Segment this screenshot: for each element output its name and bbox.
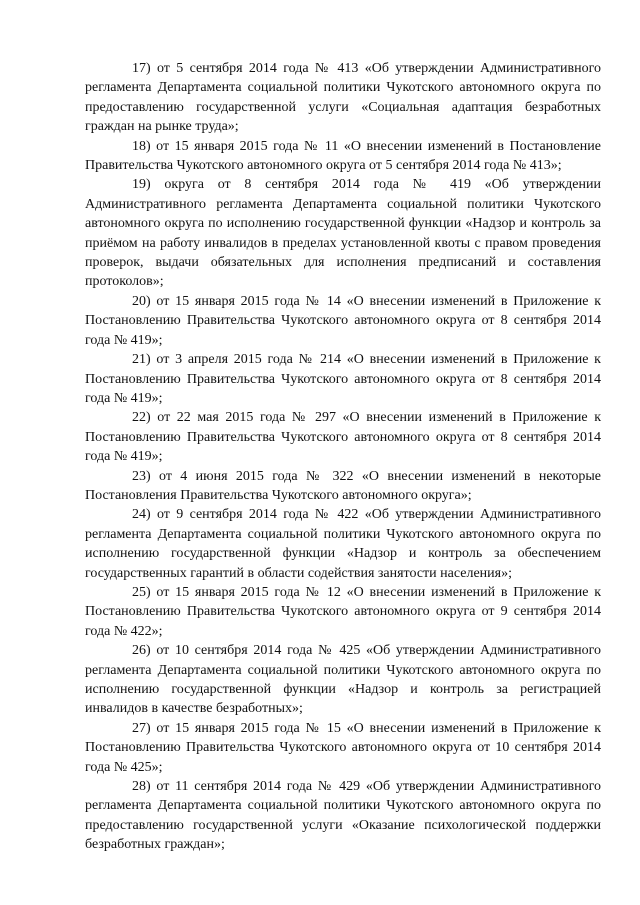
list-item-26: 26) от 10 сентября 2014 года № 425 «Об утверждении Административного регламента Департамента социальной политики Чукотского автономного округа по исполнению государственной функции «Надзор и контроль за регистрацией инвалидов в качестве безработных»; (85, 643, 601, 717)
list-item-18: 18) от 15 января 2015 года № 11 «О внесении изменений в Постановление Правительства Чукотского автономного округа от 5 сентября 2014 года № 413»; (85, 138, 601, 174)
document-body (85, 59, 601, 855)
list-item-27: 27) от 15 января 2015 года № 15 «О внесении изменений в Приложение к Постановлению Правительства Чукотского автономного округа от 10 сентября 2014 года № 425»; (85, 720, 601, 775)
list-item-28: 28) от 11 сентября 2014 года № 429 «Об утверждении Административного регламента Департамента социальной политики Чукотского автономного округа по предоставлению государственной услуги «Оказание психологической поддержки безработных граждан»; (85, 779, 601, 853)
list-item-23: 23) от 4 июня 2015 года № 322 «О внесении изменений в некоторые Постановления Правительства Чукотского автономного округа»; (85, 468, 601, 503)
list-item-17: 17) от 5 сентября 2014 года № 413 «Об утверждении Административного регламента Департамента социальной политики Чукотского автономного округа по предоставлению государственной услуги «Социальная адаптация безработных граждан на рынке труда»; (85, 61, 601, 135)
list-item-22: 22) от 22 мая 2015 года № 297 «О внесении изменений в Приложение к Постановлению Правительства Чукотского автономного округа от 8 сентября 2014 года № 419»; (85, 410, 601, 465)
list-item-20: 20) от 15 января 2015 года № 14 «О внесении изменений в Приложение к Постановлению Правительства Чукотского автономного округа от 8 сентября 2014 года № 419»; (85, 293, 601, 348)
list-item-24: 24) от 9 сентября 2014 года № 422 «Об утверждении Административного регламента Департамента социальной политики Чукотского автономного округа по исполнению государственной функции «Надзор и контроль за обеспечением государственных гарантий в области содействия занятости населения»; (85, 507, 601, 581)
list-item-25: 25) от 15 января 2015 года № 12 «О внесении изменений в Приложение к Постановлению Правительства Чукотского автономного округа от 9 сентября 2014 года № 422»; (85, 584, 601, 639)
list-item-21: 21) от 3 апреля 2015 года № 214 «О внесении изменений в Приложение к Постановлению Правительства Чукотского автономного округа от 8 сентября 2014 года № 419»; (85, 352, 601, 406)
list-item-19: 19) округа от 8 сентября 2014 года № 419 «Об утверждении Административного регламента Департамента социальной политики Чукотского автономного округа по исполнению государственной функции «Надзор и контроль за приёмом на работу инвалидов в пределах установленной квоты с правом проведения проверок, выдачи обязательных для исполнения предписаний и составления протоколов»; (85, 177, 601, 290)
